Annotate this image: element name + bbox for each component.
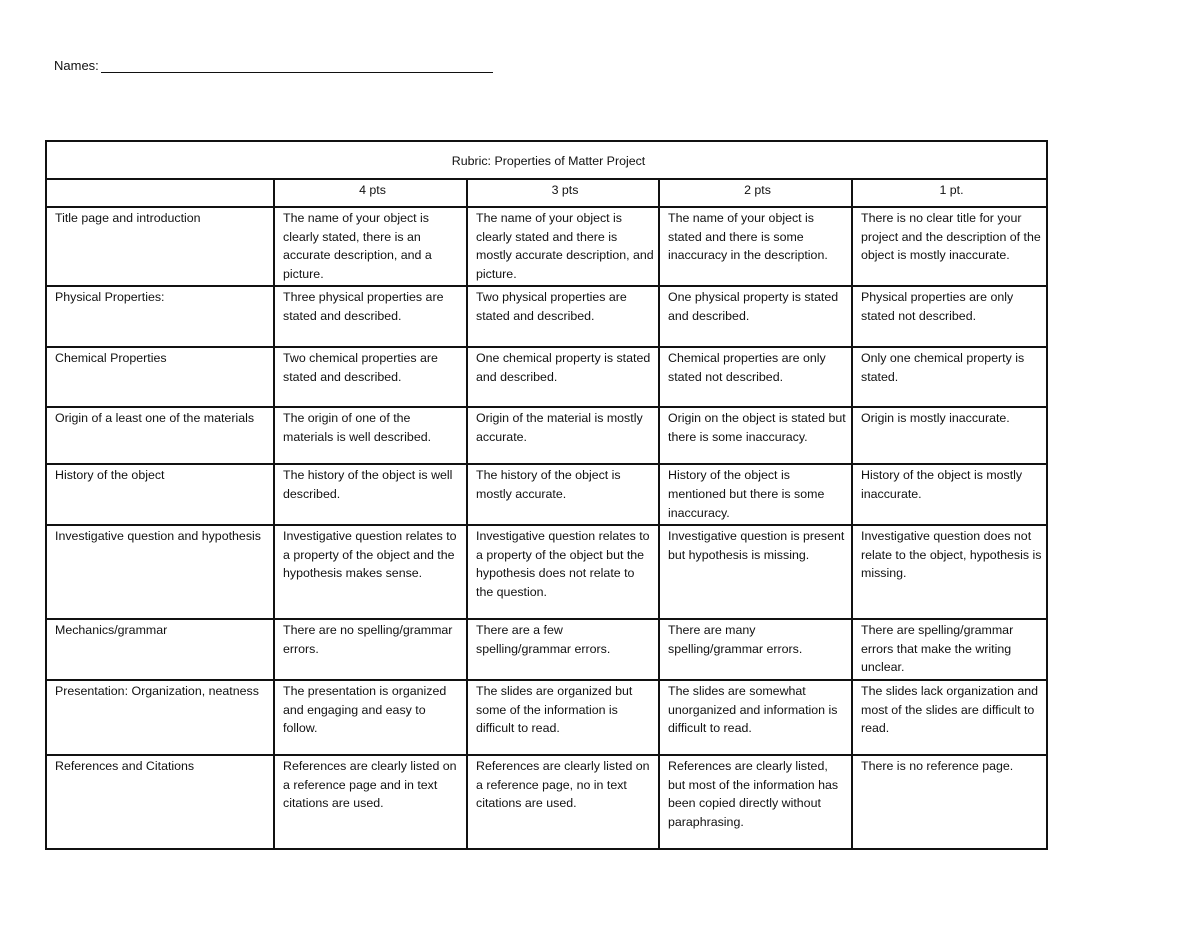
score-cell-2-pts: Investigative question is present but hypothesis is missing. <box>659 525 852 619</box>
criterion-cell: Title page and introduction <box>46 207 274 286</box>
criterion-cell: Presentation: Organization, neatness <box>46 680 274 755</box>
score-cell-4-pts: Investigative question relates to a property of the object and the hypothesis makes sense. <box>274 525 467 619</box>
score-cell-3-pts: Origin of the material is mostly accurate. <box>467 407 659 464</box>
score-cell-2-pts: There are many spelling/grammar errors. <box>659 619 852 680</box>
score-cell-3-pts: References are clearly listed on a reference page, no in text citations are used. <box>467 755 659 849</box>
score-cell-2-pts: The name of your object is stated and there is some inaccuracy in the description. <box>659 207 852 286</box>
score-cell-2-pts: History of the object is mentioned but there is some inaccuracy. <box>659 464 852 525</box>
rubric-row <box>46 286 1047 347</box>
score-cell-2-pts: Chemical properties are only stated not described. <box>659 347 852 407</box>
score-cell-3-pts: The history of the object is mostly accurate. <box>467 464 659 525</box>
score-cell-2-pts: One physical property is stated and described. <box>659 286 852 347</box>
names-blank-line <box>101 58 493 73</box>
rubric-row <box>46 755 1047 849</box>
rubric-row <box>46 680 1047 755</box>
score-cell-1-pts: Investigative question does not relate to the object, hypothesis is missing. <box>852 525 1047 619</box>
names-label: Names: <box>54 58 99 73</box>
criterion-cell: Chemical Properties <box>46 347 274 407</box>
points-header-4: 4 pts <box>274 179 467 207</box>
score-cell-1-pts: There are spelling/grammar errors that make the writing unclear. <box>852 619 1047 680</box>
score-cell-1-pts: There is no clear title for your project and the description of the object is mostly inaccurate. <box>852 207 1047 286</box>
score-cell-1-pts: Only one chemical property is stated. <box>852 347 1047 407</box>
criterion-cell: References and Citations <box>46 755 274 849</box>
score-cell-3-pts: Investigative question relates to a property of the object but the hypothesis does not relate to the question. <box>467 525 659 619</box>
criterion-cell: Investigative question and hypothesis <box>46 525 274 619</box>
score-cell-3-pts: The slides are organized but some of the information is difficult to read. <box>467 680 659 755</box>
score-cell-3-pts: The name of your object is clearly stated and there is mostly accurate description, and picture. <box>467 207 659 286</box>
rubric-row <box>46 207 1047 286</box>
score-cell-4-pts: Three physical properties are stated and described. <box>274 286 467 347</box>
score-cell-3-pts: Two physical properties are stated and described. <box>467 286 659 347</box>
score-cell-3-pts: One chemical property is stated and described. <box>467 347 659 407</box>
points-header-3: 3 pts <box>467 179 659 207</box>
score-cell-4-pts: Two chemical properties are stated and described. <box>274 347 467 407</box>
score-cell-4-pts: The origin of one of the materials is well described. <box>274 407 467 464</box>
score-cell-1-pts: Origin is mostly inaccurate. <box>852 407 1047 464</box>
points-header-1: 1 pt. <box>852 179 1047 207</box>
criterion-header-cell <box>46 179 274 207</box>
rubric-row <box>46 464 1047 525</box>
rubric-title: Rubric: Properties of Matter Project <box>46 141 1047 179</box>
points-header-row <box>46 179 1047 207</box>
score-cell-2-pts: Origin on the object is stated but there is some inaccuracy. <box>659 407 852 464</box>
rubric-row <box>46 347 1047 407</box>
score-cell-3-pts: There are a few spelling/grammar errors. <box>467 619 659 680</box>
names-line <box>54 58 493 73</box>
rubric-row <box>46 407 1047 464</box>
score-cell-1-pts: Physical properties are only stated not described. <box>852 286 1047 347</box>
score-cell-2-pts: References are clearly listed, but most of the information has been copied directly without paraphrasing. <box>659 755 852 849</box>
score-cell-4-pts: The presentation is organized and engaging and easy to follow. <box>274 680 467 755</box>
score-cell-2-pts: The slides are somewhat unorganized and information is difficult to read. <box>659 680 852 755</box>
points-header-2: 2 pts <box>659 179 852 207</box>
score-cell-4-pts: The name of your object is clearly stated, there is an accurate description, and a picture. <box>274 207 467 286</box>
rubric-row <box>46 525 1047 619</box>
rubric-title-row <box>46 141 1047 179</box>
score-cell-4-pts: References are clearly listed on a reference page and in text citations are used. <box>274 755 467 849</box>
criterion-cell: Mechanics/grammar <box>46 619 274 680</box>
rubric-row <box>46 619 1047 680</box>
criterion-cell: Origin of a least one of the materials <box>46 407 274 464</box>
criterion-cell: Physical Properties: <box>46 286 274 347</box>
score-cell-4-pts: There are no spelling/grammar errors. <box>274 619 467 680</box>
criterion-cell: History of the object <box>46 464 274 525</box>
score-cell-1-pts: There is no reference page. <box>852 755 1047 849</box>
score-cell-4-pts: The history of the object is well described. <box>274 464 467 525</box>
rubric-table <box>45 140 1048 850</box>
score-cell-1-pts: History of the object is mostly inaccurate. <box>852 464 1047 525</box>
score-cell-1-pts: The slides lack organization and most of the slides are difficult to read. <box>852 680 1047 755</box>
